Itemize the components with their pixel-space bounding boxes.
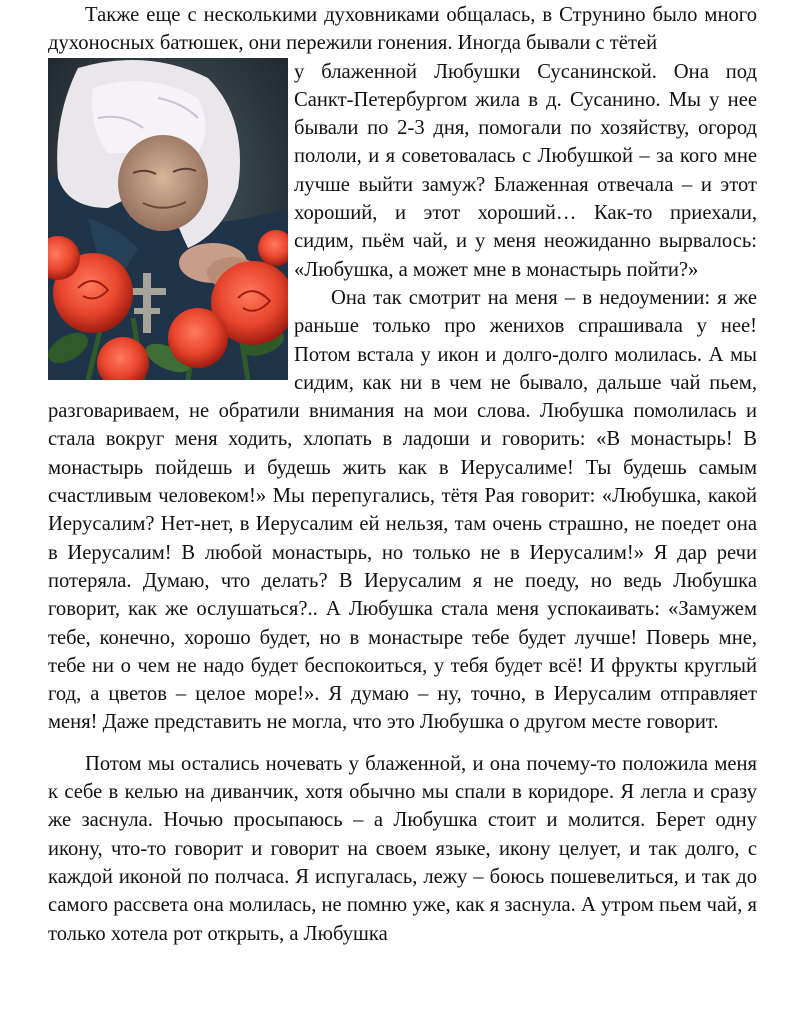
paragraph-2: Она так смотрит на меня – в недоумении: я же раньше только про женихов спрашивала у нее! Потом встала у икон и долго-долго молилась. А мы сидим, как ни в чем не бывало, дальше чай пьем, разговариваем, не обратили внимания на мои слова. Любушка помолилась и стала вокруг меня ходить, хлопать в ладоши и говорить: «В монастырь! В монастырь пойдешь и будешь жить как в Иерусалиме! Ты будешь самым счастливым человеком!» Мы перепугались, тётя Рая говорит: «Любушка, какой Иерусалим? Нет-нет, в Иерусалим ей нельзя, там очень страшно, не поедет она в Иерусалим! В любой монастырь, но только не в Иерусалим!» Я дар речи потеряла. Думаю, что делать? В Иерусалим я не поеду, но ведь Любушка говорит, как же ослушаться?.. А Любушка стала меня успокаивать: «Замужем тебе, конечно, хорошо будет, но в монастыре тебе будет лучше! Поверь мне, тебе ни о чем не надо будет беспокоиться, у тебя будет всё! И фрукты круглый год, а цветов – целое море!». Я думаю – ну, точно, в Иерусалим отправляет меня! Даже представить не могла, что это Любушка о другом месте говорит. [48, 286, 757, 734]
paragraph-3: Потом мы остались ночевать у блаженной, и она почему-то положила меня к себе в келью на диванчик, хотя обычно мы спали в коридоре. Я легла и сразу же заснула. Ночью просыпаюсь – а Любушка стоит и молится. Берет одну икону, что-то говорит и говорит на своем языке, икону целует, и так долго, с каждой иконой по полчаса. Я испугалась, лежу – боюсь пошевелиться, и так до самого рассвета она молилась, не помню уже, как я заснула. А утром пьем чай, я только хотела рот открыть, а Любушка [48, 752, 757, 945]
photo-elderly-woman-with-roses [48, 58, 288, 380]
paragraph-1-body: у блаженной Любушки Сусанинской. Она под Санкт-Петербургом жила в д. Сусанино. Мы у нее бывали по 2-3 дня, помогали по хозяйству, огород пололи, и я советовалась с Любушкой – за кого мне лучше выйти замуж? Блаженная отвечала – и этот хороший, и этот хороший… Как-то приехали, сидим, пьём чай, и у меня неожиданно вырвалось: «Любушка, а может мне в монастырь пойти?» [294, 60, 757, 281]
document-page [48, 0, 757, 948]
paragraph-1-lead: Также еще с несколькими духовниками общалась, в Струнино было много духоносных батюшек, они пережили гонения. Иногда бывали с тётей [48, 4, 757, 55]
